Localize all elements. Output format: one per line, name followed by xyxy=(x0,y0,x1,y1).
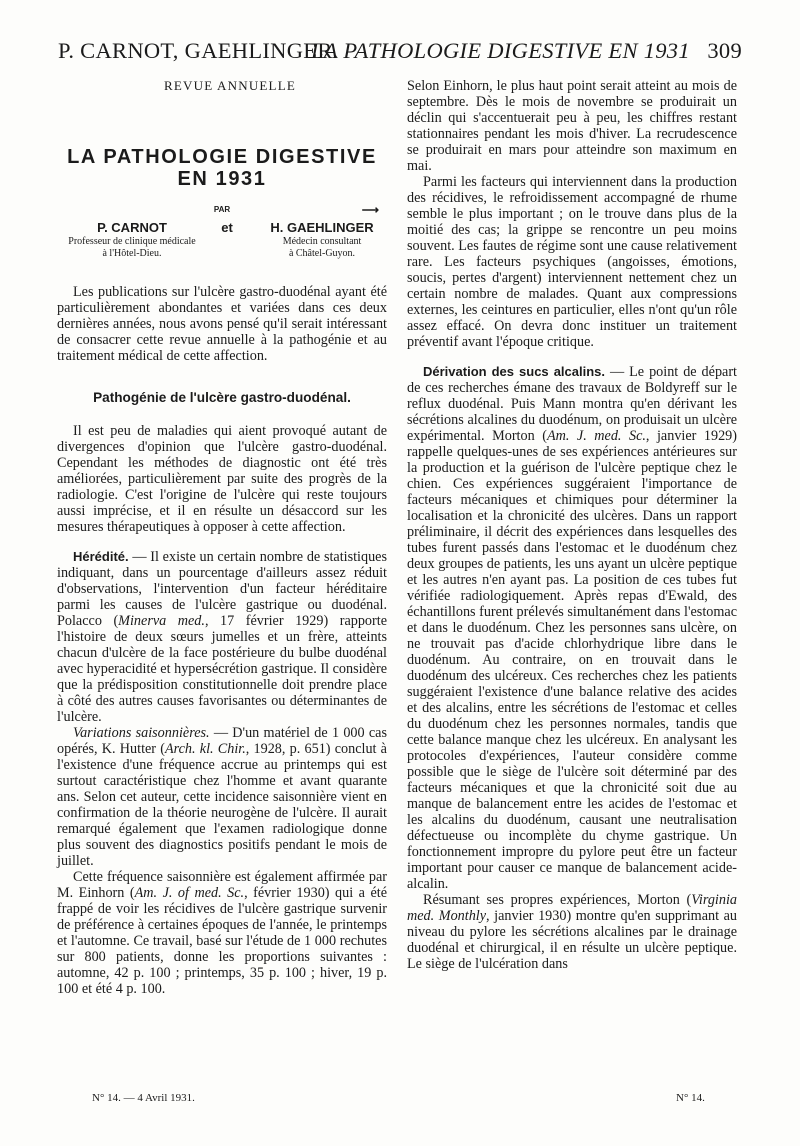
author-name: P. CARNOT xyxy=(97,220,167,235)
text-run: — Le point de départ de ces recherches émane des travaux de Boldyreff sur le reflux duodénal. Puis Mann montra qu'en dérivant les sécrétions alcalines du duodénum, on produisait un ulcère expérimental. Morton ( xyxy=(407,364,738,444)
text-run: , janvier 1930) montre qu'en supprimant au niveau du pylore les sécrétions alcalines par le drainage duodénal et chirurgical, il en résulte un ulcère peptique. Le siège de l'ulcération dans xyxy=(407,908,737,972)
rubric: REVUE ANNUELLE xyxy=(164,78,296,93)
article-title xyxy=(57,146,387,190)
text-run: , 17 février 1929) rapporte l'histoire de deux sœurs jumelles et un frère, atteints chacun d'ulcère de la face postérieure du bulbe duodénal avec hyperacidité et hypersécrétion gastrique. Il considère que la prédisposition constitutionnelle doit prendre place à côté des autres causes favorisantes ou déterminantes de l'ulcère. xyxy=(57,613,387,725)
text-run: , février 1930) qui a été frappé de voir les récidives de l'ulcère gastrique survenir de préférence à certaines époques de l'année, le printemps et l'automne. Ce travail, basé sur l'étude de 1 000 rechutes sur 800 patients, donne les proportions suivantes : automne, 42 p. 100 ; printemps, 35 p. 100 ; hiver, 19 p. 100 et été 4 p. 100. xyxy=(57,885,387,997)
citation-journal: Arch. kl. Chir. xyxy=(164,741,246,757)
body-paragraph: Il est peu de maladies qui aient provoqué autant de divergences d'opinion que l'ulcère gastro-duodénal. Cependant les méthodes de diagnostic ont été très améliorées, particulièrement par suite des progrès de la radiologie. C'est l'origine de l'ulcère qui reste toujours aussi imprécise, et il en résulte un désaccord sur les mesures thérapeutiques à opposer à cette affection. xyxy=(57,423,387,535)
header-authors: P. CARNOT, GAEHLINGER. xyxy=(58,38,339,63)
text-run: — D'un matériel de 1 000 cas opérés, K. Hutter ( xyxy=(57,725,387,757)
morton-paragraph xyxy=(407,892,737,972)
run-in-heading: Hérédité. xyxy=(73,549,129,564)
par-label: PAR xyxy=(213,205,231,214)
run-in-heading: Dérivation des sucs alcalins. xyxy=(423,364,606,379)
author-name: H. GAEHLINGER xyxy=(270,220,374,235)
running-header xyxy=(58,38,748,68)
citation-journal: Virginia med. Monthly xyxy=(407,892,737,924)
footer-issue: N° 14. xyxy=(676,1092,705,1104)
author-gaehlinger xyxy=(247,220,397,260)
derivation-paragraph xyxy=(407,364,737,892)
text-run: Résumant ses propres expériences, Morton ( xyxy=(423,892,692,908)
author-role: Professeur de clinique médicale xyxy=(68,236,196,247)
section-heading: Pathogénie de l'ulcère gastro-duodénal. xyxy=(93,390,351,405)
header-title: LA PATHOLOGIE DIGESTIVE EN 1931 xyxy=(311,38,690,63)
body-paragraph: Selon Einhorn, le plus haut point serait atteint au mois de septembre. Dès le mois de novembre se produirait un déclin qui s'accentuerait peu à peu, les chiffres restant stationnaires pendant les mois d'hiver. La recrudescence se produirait en mars pour atteindre son maximum en mai. xyxy=(407,78,737,174)
left-column xyxy=(57,78,387,997)
text-run: , janvier 1929) rappelle quelques-unes de ses expériences antérieures sur la production et la guérison de l'ulcère peptique chez le chien. Ces expériences suggéraient l'importance de facteurs mécaniques et chimiques pour déterminer la localisation et la chronicité des ulcères. Dans un rapport préliminaire, il décrit des expériences dans lesquelles des tubes furent passés dans l'estomac et le duodénum chez deux groupes de patients, les uns ayant un ulcère peptique et les autres n'en ayant pas. La position de ces tubes fut vérifiée radiologiquement. Après repas d'Ewald, des échantillons furent prélevés simultanément dans l'estomac et dans le duodénum. Chez les personnes sans ulcère, on ne trouvait pas d'acide chlorhydrique libre dans le duodénum. Au contraire, on en trouvait dans le duodénum des ulcéreux. Ces recherches chez les patients suggéraient l'existence d'une balance relative des acides et des alcalins, entre les sécrétions de l'estomac et celles du duodénum chez les personnes normales, tandis que cette balance manque chez les ulcéreux. En analysant les protocoles d'expériences, l'auteur considère comme possible que le siège de l'ulcère soit déterminé par des facteurs mécaniques et que la chronicité soit due au manque de balancement entre les acides de l'estomac et les alcalins du duodénum, causant une neutralisation défectueuse ou incomplète du chyme gastrique. Un fonctionnement impropre du pylore peut être un facteur important pour causer ce manque de balancement acide-alcalin. xyxy=(407,428,737,892)
run-in-heading: Variations saisonnières. xyxy=(73,725,210,741)
article-title-line-2: EN 1931 xyxy=(177,168,267,190)
byline-par xyxy=(57,202,387,217)
intro-paragraph: Les publications sur l'ulcère gastro-duodénal ayant été particulièrement abondantes et variées dans ces deux dernières années, nous avons pensé qu'il serait intéressant de consacrer cette revue annuelle à la pathogénie et au traitement médical de cette affection. xyxy=(57,284,387,364)
ornament-dash: ⟶ xyxy=(361,203,379,217)
right-column xyxy=(407,78,737,972)
authors-block xyxy=(57,220,387,268)
author-role: à Châtel-Guyon. xyxy=(288,248,356,259)
text-run: Cette fréquence saisonnière est également affirmée par M. Einhorn ( xyxy=(57,869,387,901)
author-conjunction: et xyxy=(221,220,233,235)
einhorn-paragraph xyxy=(57,869,387,997)
author-role: Médecin consultant xyxy=(282,236,362,247)
author-carnot xyxy=(57,220,207,260)
body-paragraph: Parmi les facteurs qui interviennent dans la production des récidives, le refroidissement accompagné de rhume semble le plus important ; on le trouve dans plus de la moitié des cas; la grippe se rencontre un peu moins souvent. Les fautes de régime sont une cause relativement rare. Les facteurs psychiques (angoisses, émotions, soucis, pertes d'argent) interviennent nettement chez un certain nombre de malades. Quant aux compressions externes, les ceintures en particulier, elles n'ont qu'un rôle assez effacé. On devra donc instituer un traitement préventif avant l'époque critique. xyxy=(407,174,737,350)
article-title-line-1: LA PATHOLOGIE DIGESTIVE xyxy=(67,146,377,168)
text-run: — Il existe un certain nombre de statistiques indiquant, dans un pourcentage d'ailleurs assez réduit d'observations, l'intervention d'un facteur héréditaire parmi les causes de l'ulcère gastrique ou duodénal. Polacco ( xyxy=(57,549,387,629)
heredite-paragraph xyxy=(57,549,387,725)
footer-issue-date: N° 14. — 4 Avril 1931. xyxy=(92,1092,195,1104)
page-number: 309 xyxy=(707,38,742,63)
text-run: , 1928, p. 651) conclut à l'existence d'une fréquence accrue au printemps qui est surtout caractéristique chez l'homme et avant quarante ans. Selon cet auteur, cette incidence saisonnière vient en confirmation de la théorie neurogène de l'ulcère. Il aurait remarqué également que l'examen radiologique donne plus souvent des diagnostics positifs pendant le mois de juillet. xyxy=(57,741,387,869)
variations-paragraph xyxy=(57,725,387,869)
author-role: à l'Hôtel-Dieu. xyxy=(102,248,162,259)
citation-journal: Minerva med. xyxy=(118,613,205,629)
citation-journal: Am. J. med. Sc. xyxy=(546,428,646,444)
citation-journal: Am. J. of med. Sc. xyxy=(134,885,245,901)
